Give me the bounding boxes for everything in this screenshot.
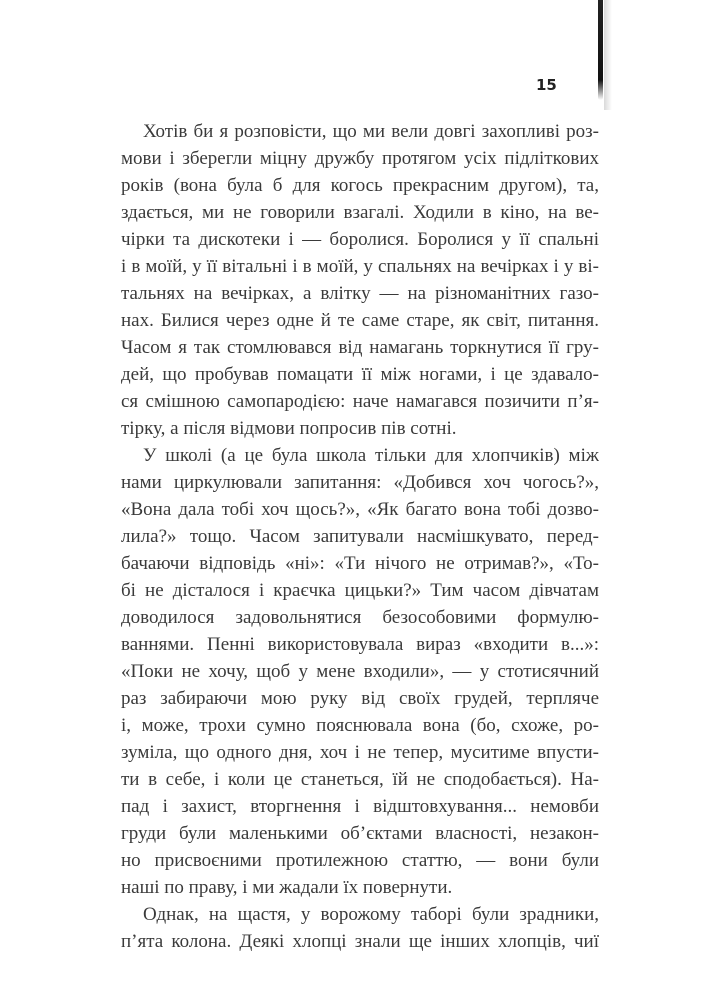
text-line: і, може, трохи сумно пояснювала вона (бо, схоже, ро- [121, 715, 599, 736]
text-line: мови і зберегли міцну дружбу протягом усіх підліткових [121, 148, 599, 169]
text-line: чірки та дискотеки і — боролися. Боролися у її спальні [121, 229, 599, 250]
page-number: 15 [536, 76, 557, 94]
text-line: нами циркулювали запитання: «Добився хоч чогось?», [121, 472, 599, 493]
text-line: «Вона дала тобі хоч щось?», «Як багато вона тобі дозво- [121, 499, 599, 520]
text-line: нах. Билися через одне й те саме старе, як світ, питання. [121, 310, 599, 331]
text-line: «Поки не хочу, щоб у мене входили», — у стотисячний [121, 661, 599, 682]
text-line: доводилося задовольнятися безособовими формулю- [121, 607, 599, 628]
page-binding-shadow [604, 0, 612, 110]
text-line: ся смішною самопародією: наче намагався позичити п’я- [121, 391, 599, 412]
text-line: Часом я так стомлювався від намагань торкнутися її гру- [121, 337, 599, 358]
text-line: ваннями. Пенні використовувала вираз «входити в...»: [121, 634, 599, 655]
text-line: і в моїй, у її вітальні і в моїй, у спальнях на вечірках і у ві- [121, 256, 599, 277]
text-line: дей, що пробував помацати її між ногами, і це здавало- [121, 364, 599, 385]
text-line: здається, ми не говорили взагалі. Ходили в кіно, на ве- [121, 202, 599, 223]
text-line: Хотів би я розповісти, що ми вели довгі захопливі роз- [143, 121, 599, 142]
text-line: лила?» тощо. Часом запитували насмішкувато, перед- [121, 526, 599, 547]
text-line: років (вона була б для когось прекрасним другом), та, [121, 175, 599, 196]
text-line: тірку, а після відмови попросив пів сотні. [121, 418, 457, 439]
text-line: зуміла, що одного дня, хоч і не тепер, муситиме впусти- [121, 742, 599, 763]
text-line: п’ята колона. Деякі хлопці знали ще інших хлопців, чиї [121, 931, 599, 952]
text-line: ти в себе, і коли це станеться, їй не сподобається). На- [121, 769, 599, 790]
text-line: тальнях на вечірках, а влітку — на різноманітних газо- [121, 283, 599, 304]
text-line: раз забираючи мою руку від своїх грудей, терпляче [121, 688, 599, 709]
text-line: У школі (а це була школа тільки для хлопчиків) між [143, 445, 599, 466]
text-line: бачаючи відповідь «ні»: «Ти нічого не отримав?», «То- [121, 553, 599, 574]
text-line: груди були маленькими об’єктами власності, незакон- [121, 823, 599, 844]
page-binding-edge [598, 0, 603, 100]
text-line: наші по праву, і ми жадали їх повернути. [121, 877, 453, 898]
body-text [121, 118, 599, 955]
text-line: но присвоєними протилежною статтю, — вони були [121, 850, 599, 871]
text-line: пад і захист, вторгнення і відштовхування... немовби [121, 796, 599, 817]
text-line: бі не дісталося і краєчка цицьки?» Тим часом дівчатам [121, 580, 599, 601]
text-line: Однак, на щастя, у ворожому таборі були зрадники, [143, 904, 599, 925]
